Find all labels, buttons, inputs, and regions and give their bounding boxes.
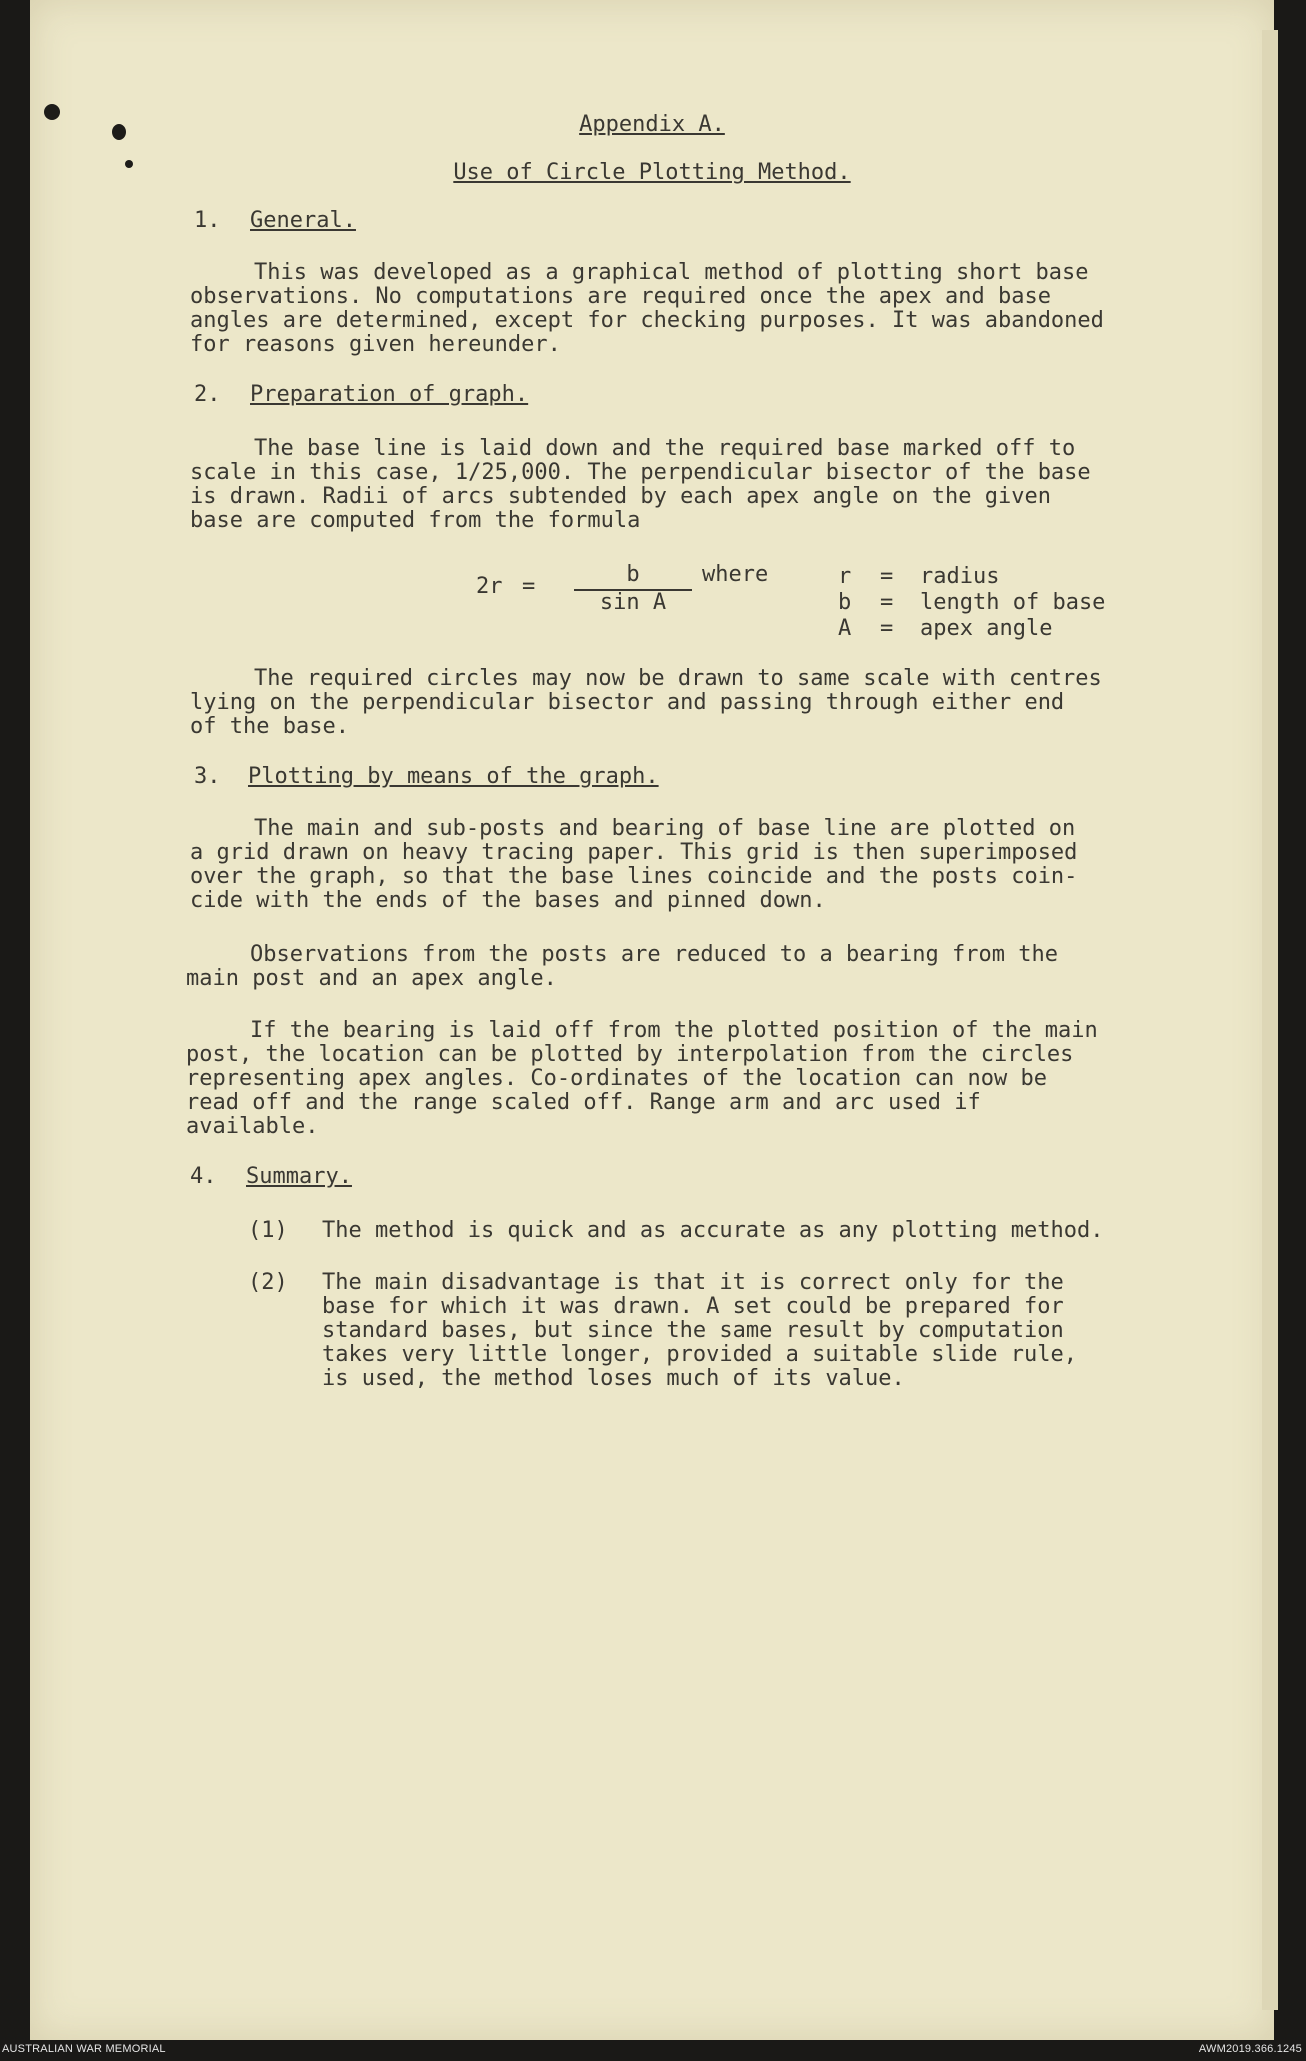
legend-equals: =: [880, 564, 894, 589]
text-line: scale in this case, 1/25,000. The perpendicular bisector of the base: [190, 460, 1091, 485]
legend-symbol: r: [838, 564, 852, 589]
formula-where: where: [702, 562, 769, 587]
text-line: read off and the range scaled off. Range arm and arc used if: [186, 1090, 981, 1115]
section-heading: Plotting by means of the graph.: [248, 764, 659, 789]
text-line: post, the location can be plotted by interpolation from the circles: [186, 1042, 1074, 1067]
legend-description: radius: [920, 564, 1000, 589]
legend-equals: =: [880, 616, 894, 641]
text-line: takes very little longer, provided a suitable slide rule,: [322, 1342, 1077, 1367]
text-line: base for which it was drawn. A set could be prepared for: [322, 1294, 1064, 1319]
paper-edge: [1262, 30, 1278, 2010]
paper-sheet: [30, 0, 1274, 2040]
text-line: base are computed from the formula: [190, 508, 641, 533]
formula-equals: =: [522, 574, 536, 599]
formula-denominator: sin A: [599, 590, 667, 615]
document-body: [30, 0, 1274, 2040]
section-number: 4.: [190, 1164, 217, 1189]
text-line: standard bases, but since the same result by computation: [322, 1318, 1064, 1343]
text-line: The required circles may now be drawn to same scale with centres: [254, 666, 1102, 691]
legend-symbol: b: [838, 590, 852, 615]
footer-institution: AUSTRALIAN WAR MEMORIAL: [2, 2043, 166, 2055]
text-line: The main and sub-posts and bearing of base line are plotted on: [254, 816, 1076, 841]
legend-description: length of base: [920, 590, 1106, 615]
section-number: 3.: [194, 764, 221, 789]
text-line: is drawn. Radii of arcs subtended by each apex angle on the given: [190, 484, 1051, 509]
text-line: for reasons given hereunder.: [190, 332, 561, 357]
document-subtitle: Use of Circle Plotting Method.: [453, 160, 851, 185]
formula-numerator: b: [574, 562, 692, 591]
text-line: The base line is laid down and the required base marked off to: [254, 436, 1076, 461]
legend-description: apex angle: [920, 616, 1053, 641]
text-line: If the bearing is laid off from the plotted position of the main: [250, 1018, 1098, 1043]
section-number: 2.: [194, 382, 221, 407]
section-number: 1.: [194, 208, 221, 233]
text-line: available.: [186, 1114, 319, 1139]
text-line: The main disadvantage is that it is correct only for the: [322, 1270, 1064, 1295]
text-line: over the graph, so that the base lines coincide and the posts coin-: [190, 864, 1078, 889]
text-line: observations. No computations are required once the apex and base: [190, 284, 1051, 309]
document-title: Appendix A.: [579, 112, 725, 137]
text-line: Observations from the posts are reduced to a bearing from the: [250, 942, 1058, 967]
text-line: This was developed as a graphical method of plotting short base: [254, 260, 1089, 285]
text-line: a grid drawn on heavy tracing paper. This grid is then superimposed: [190, 840, 1078, 865]
legend-equals: =: [880, 590, 894, 615]
formula-lhs: 2r: [476, 574, 503, 599]
text-line: of the base.: [190, 714, 349, 739]
text-line: main post and an apex angle.: [186, 966, 557, 991]
section-heading: General.: [250, 208, 356, 233]
text-line: is used, the method loses much of its value.: [322, 1366, 905, 1391]
text-line: lying on the perpendicular bisector and passing through either end: [190, 690, 1065, 715]
section-heading: Summary.: [246, 1164, 352, 1189]
footer-accession-number: AWM2019.366.1245: [1198, 2043, 1302, 2055]
text-line: representing apex angles. Co-ordinates of the location can now be: [186, 1066, 1047, 1091]
legend-symbol: A: [838, 616, 852, 641]
list-item-label: (1): [248, 1218, 288, 1243]
section-heading: Preparation of graph.: [250, 382, 529, 407]
list-item-label: (2): [248, 1270, 288, 1295]
text-line: The method is quick and as accurate as any plotting method.: [322, 1218, 1104, 1243]
text-line: angles are determined, except for checking purposes. It was abandoned: [190, 308, 1104, 333]
text-line: cide with the ends of the bases and pinned down.: [190, 888, 826, 913]
